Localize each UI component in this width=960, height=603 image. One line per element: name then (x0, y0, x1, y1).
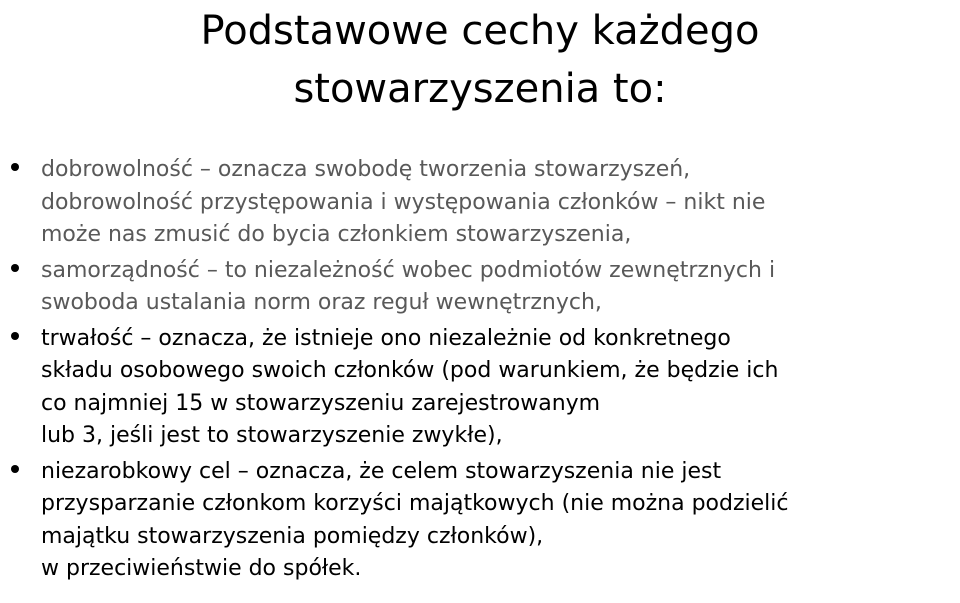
bullet-line: dobrowolność – oznacza swobodę tworzenia stowarzyszeń, (41, 157, 691, 182)
bullet-item-dobrowolnosc (0, 154, 960, 252)
bullet-dot-icon (11, 264, 19, 272)
bullet-line: w przeciwieństwie do spółek. (41, 556, 362, 581)
bullet-item-trwalosc (0, 323, 960, 453)
bullet-dot-icon (11, 332, 19, 340)
bullet-list (0, 154, 960, 589)
bullet-dot-icon (11, 465, 19, 473)
title-line-2: stowarzyszenia to: (293, 66, 667, 112)
bullet-item-samorzadnosc (0, 255, 960, 320)
title-line-1: Podstawowe cechy każdego (200, 8, 760, 54)
bullet-line: lub 3, jeśli jest to stowarzyszenie zwykłe), (41, 423, 503, 448)
bullet-line: dobrowolność przystępowania i występowania członków – nikt nie (41, 189, 766, 215)
bullet-line: przysparzanie członkom korzyści majątkowych (nie można podzielić (41, 491, 789, 516)
bullet-line: samorządność – to niezależność wobec podmiotów zewnętrznych i (41, 257, 776, 283)
bullet-line: składu osobowego swoich członków (pod warunkiem, że będzie ich (41, 358, 779, 383)
slide-title (60, 2, 900, 118)
bullet-line: trwałość – oznacza, że istnieje ono niezależnie od konkretnego (41, 325, 731, 351)
bullet-line: majątku stowarzyszenia pomiędzy członków), (41, 523, 544, 549)
bullet-line: swoboda ustalania norm oraz reguł wewnętrznych, (41, 290, 602, 315)
bullet-line: może nas zmusić do bycia członkiem stowarzyszenia, (41, 222, 632, 247)
bullet-dot-icon (11, 163, 19, 171)
bullet-line: co najmniej 15 w stowarzyszeniu zarejestrowanym (41, 390, 601, 416)
bullet-item-niezarobkowy-cel (0, 456, 960, 586)
bullet-line: niezarobkowy cel – oznacza, że celem stowarzyszenia nie jest (41, 458, 722, 484)
